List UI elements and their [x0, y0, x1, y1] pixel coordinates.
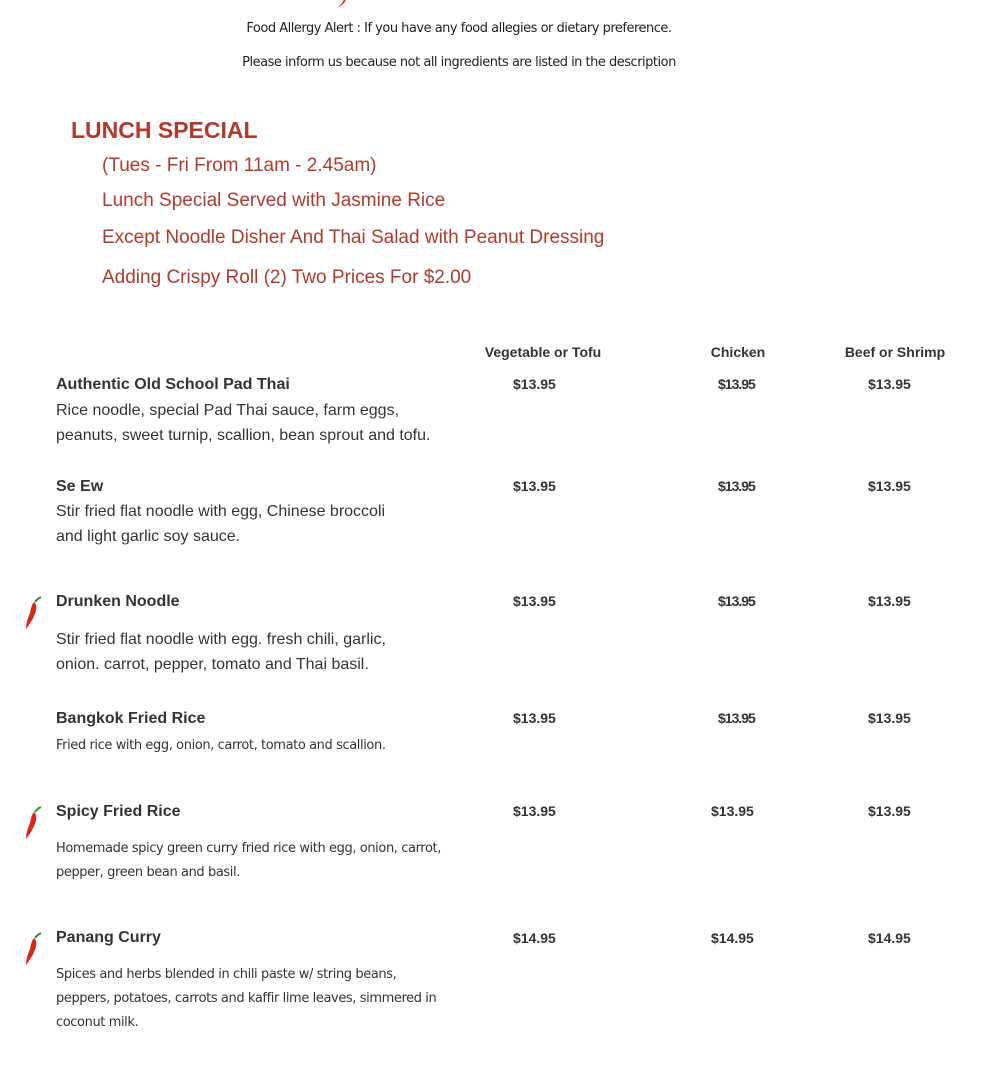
price-chicken: $13.95 [711, 803, 754, 819]
lunch-special-title: LUNCH SPECIAL [71, 117, 258, 143]
price-vegetable: $13.95 [513, 803, 556, 819]
price-chicken: $14.95 [711, 930, 754, 946]
dish-description-line: Spices and herbs blended in chili paste w/ string beans, [56, 967, 397, 982]
price-vegetable: $14.95 [513, 930, 556, 946]
dish-description-line: pepper, green bean and basil. [56, 865, 240, 880]
chili-pepper-icon [24, 596, 42, 630]
column-header-chicken: Chicken [710, 344, 766, 360]
dish-name: Bangkok Fried Rice [56, 710, 206, 727]
price-chicken: $13.95 [718, 376, 755, 392]
price-beef: $13.95 [868, 803, 911, 819]
dish-description-line: Rice noodle, special Pad Thai sauce, farm eggs, [56, 402, 400, 419]
price-beef: $14.95 [868, 930, 911, 946]
dish-description [56, 837, 456, 885]
price-beef: $13.95 [868, 593, 911, 609]
dish-description-line: Stir fried flat noodle with egg, Chinese broccoli [56, 503, 386, 520]
lunch-hours: (Tues - Fri From 11am - 2.45am) [102, 155, 377, 176]
dish-description-line: peanuts, sweet turnip, scallion, bean sprout and tofu. [56, 427, 431, 444]
dish-description-line: onion. carrot, pepper, tomato and Thai basil. [56, 656, 369, 673]
dish-name: Spicy Fried Rice [56, 803, 181, 820]
column-header-vegetable: Vegetable or Tofu [484, 344, 602, 360]
price-vegetable: $13.95 [513, 593, 556, 609]
lunch-rice-note: Lunch Special Served with Jasmine Rice [102, 190, 446, 211]
price-vegetable: $13.95 [513, 710, 556, 726]
lunch-roll-note: Adding Crispy Roll (2) Two Prices For $2.00 [102, 267, 472, 288]
dish-name: Panang Curry [56, 929, 161, 946]
allergy-alert-line-1: Food Allergy Alert : If you have any food allegies or dietary preference. [246, 21, 672, 36]
lunch-except-note: Except Noodle Disher And Thai Salad with Peanut Dressing [102, 227, 605, 248]
dish-name: Se Ew [56, 478, 104, 495]
dish-description-line: coconut milk. [56, 1015, 139, 1030]
dish-description-line: and light garlic soy sauce. [56, 528, 241, 545]
price-chicken: $13.95 [718, 478, 755, 494]
price-beef: $13.95 [868, 710, 911, 726]
dish-description: Fried rice with egg, onion, carrot, tomato and scallion. [56, 738, 386, 753]
dish-description [56, 398, 446, 448]
dish-name: Drunken Noodle [56, 593, 180, 610]
chili-pepper-icon [24, 932, 42, 966]
dish-description [56, 627, 446, 677]
dish-name: Authentic Old School Pad Thai [56, 376, 290, 393]
chili-pepper-icon [24, 806, 42, 840]
price-beef: $13.95 [868, 478, 911, 494]
dish-description-line: Stir fried flat noodle with egg. fresh chili, garlic, [56, 631, 386, 648]
chili-pepper-icon [336, 0, 350, 8]
price-vegetable: $13.95 [513, 376, 556, 392]
allergy-alert-line-2: Please inform us because not all ingredients are listed in the description [242, 55, 676, 70]
dish-description [56, 963, 456, 1035]
price-chicken: $13.95 [718, 593, 755, 609]
dish-description-line: Homemade spicy green curry fried rice with egg, onion, carrot, [56, 841, 441, 856]
price-chicken: $13.95 [718, 710, 755, 726]
dish-description-line: peppers, potatoes, carrots and kaffir lime leaves, simmered in [56, 991, 437, 1006]
price-beef: $13.95 [868, 376, 911, 392]
column-header-beef: Beef or Shrimp [844, 344, 946, 360]
dish-description [56, 499, 446, 549]
price-vegetable: $13.95 [513, 478, 556, 494]
